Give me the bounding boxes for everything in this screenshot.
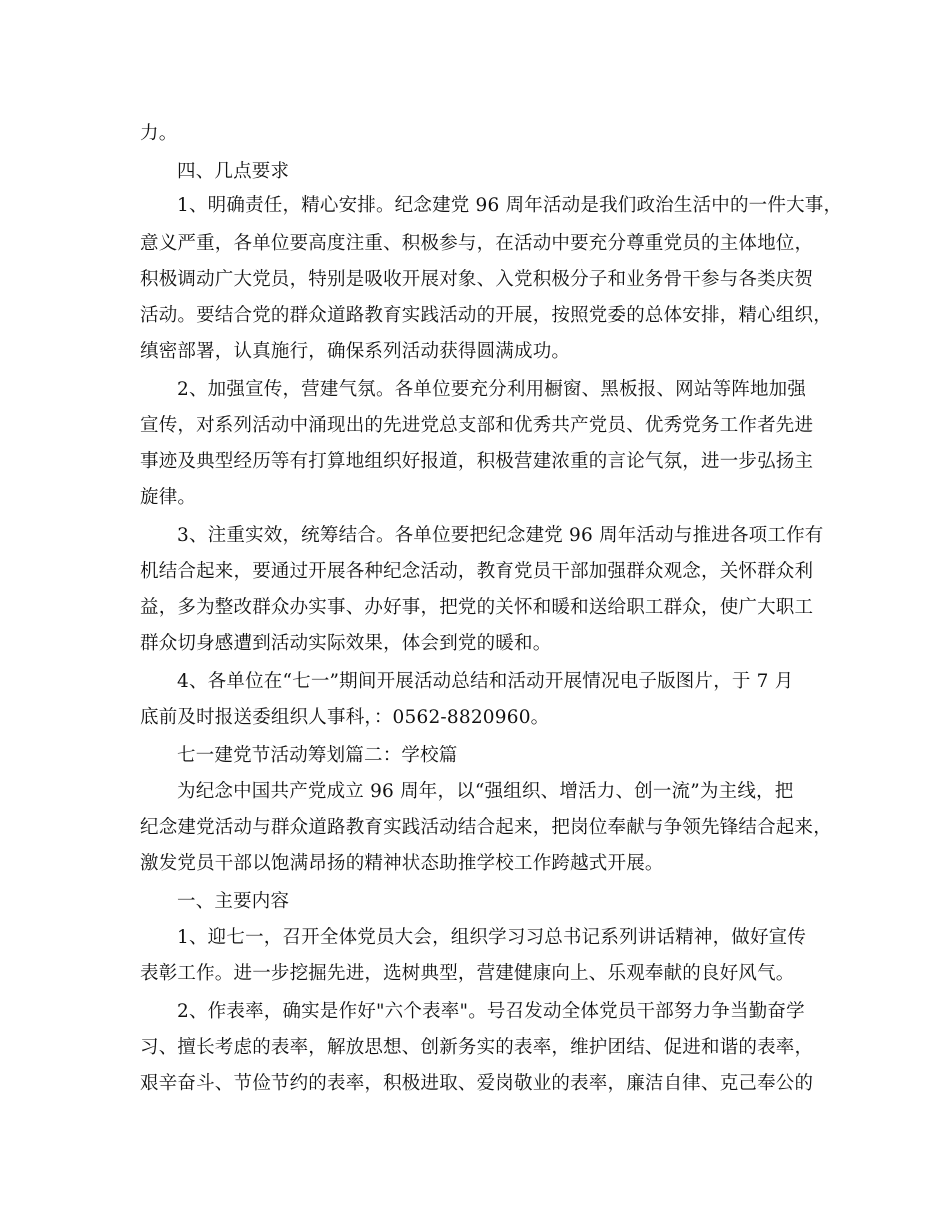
text-line: 旋律。	[140, 487, 197, 508]
text-line: 纪念建党活动与群众道路教育实践活动结合起来，把岗位奉献与争领先锋结合起来，	[140, 817, 832, 838]
text-line: 激发党员干部以饱满昂扬的精神状态助推学校工作跨越式开展。	[140, 853, 664, 874]
text-line: 意义严重，各单位要高度注重、积极参与，在活动中要充分尊重党员的主体地位，	[140, 233, 814, 254]
text-line: 事迹及典型经历等有打算地组织好报道，积极营建浓重的言论气氛，进一步弘扬主	[140, 451, 814, 472]
text-line: 缜密部署，认真施行，确保系列活动获得圆满成功。	[140, 341, 571, 362]
text-line: 力。	[140, 123, 178, 144]
text-line: 益，多为整改群众办实事、办好事，把党的关怀和暖和送给职工群众，使广大职工	[140, 597, 814, 618]
text-line: 艰辛奋斗、节俭节约的表率，积极进取、爱岗敬业的表率，廉洁自律、克己奉公的	[140, 1073, 814, 1094]
text-line: 2、作表率，确实是作好"六个表率"。号召发动全体党员干部努力争当勤奋学	[177, 1001, 805, 1022]
section-heading: 四、几点要求	[177, 161, 290, 182]
text-line: 为纪念中国共产党成立 96 周年，以“强组织、增活力、创一流”为主线，把	[177, 781, 794, 802]
section-heading: 一、主要内容	[177, 891, 290, 912]
section-heading: 七一建党节活动筹划篇二：学校篇	[177, 745, 458, 766]
text-line: 1、明确责任，精心安排。纪念建党 96 周年活动是我们政治生活中的一件大事，	[177, 195, 843, 216]
text-line: 积极调动广大党员，特别是吸收开展对象、入党积极分子和业务骨干参与各类庆贺	[140, 269, 814, 290]
text-line: 群众切身感遭到活动实际效果，体会到党的暖和。	[140, 633, 552, 654]
text-line: 1、迎七一，召开全体党员大会，组织学习习总书记系列讲话精神，做好宣传	[177, 927, 807, 948]
text-line: 4、各单位在“七一”期间开展活动总结和活动开展情况电子版图片，于 7 月	[177, 671, 794, 692]
text-line: 2、加强宣传，营建气氛。各单位要充分利用橱窗、黑板报、网站等阵地加强	[177, 379, 807, 400]
text-line: 表彰工作。进一步挖掘先进，选树典型，营建健康向上、乐观奉献的良好风气。	[140, 963, 795, 984]
text-line: 习、擅长考虑的表率，解放思想、创新务实的表率，维护团结、促进和谐的表率，	[140, 1037, 814, 1058]
text-line: 3、注重实效，统筹结合。各单位要把纪念建党 96 周年活动与推进各项工作有	[177, 525, 824, 546]
text-line: 活动。要结合党的群众道路教育实践活动的开展，按照党委的总体安排，精心组织，	[140, 305, 832, 326]
text-line: 机结合起来，要通过开展各种纪念活动，教育党员干部加强群众观念，关怀群众利	[140, 561, 814, 582]
text-line: 底前及时报送委组织人事科，：0562-8820960。	[140, 707, 550, 728]
text-line: 宣传，对系列活动中涌现出的先进党总支部和优秀共产党员、优秀党务工作者先进	[140, 415, 814, 436]
